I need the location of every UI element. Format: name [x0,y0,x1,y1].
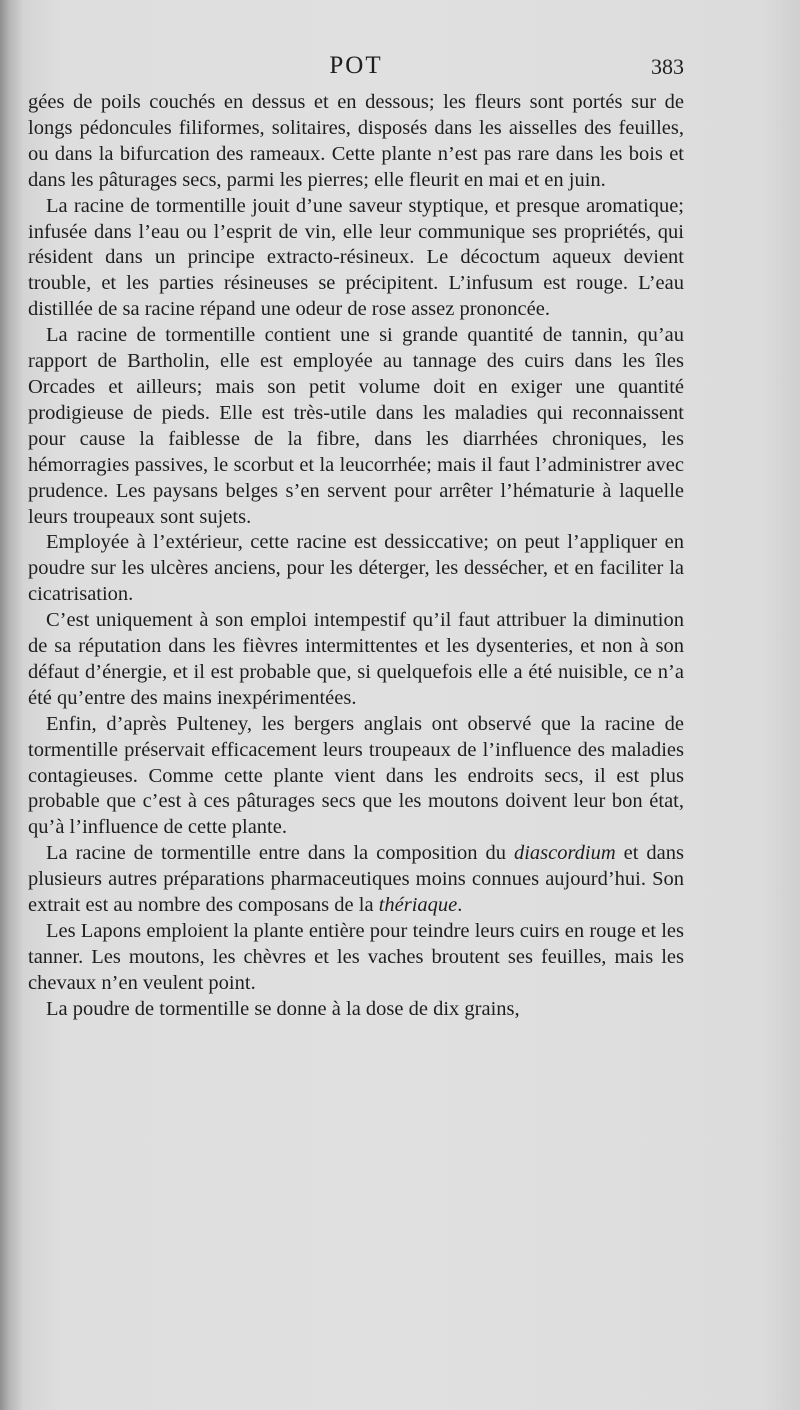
diascordium-term: diascordium [513,842,616,865]
composition-text-start: La racine de tormentille entre dans la composition du [46,842,514,865]
paragraph-reputation: C’est uniquement à son emploi intempestif qu’il faut attribuer la diminution de sa réputation dans les fièvres intermittentes et les dysenteries, et non à son défaut d’énergie, et il est probable que, si quelquefois elle a été nuisible, ce n’a été qu’entre des mains inexpérimentées. [28,609,684,709]
paragraph-continuation: gées de poils couchés en dessus et en dessous; les fleurs sont portés sur de longs pédoncules filiformes, solitaires, disposés dans les aisselles des feuilles, ou dans la bifurcation des rameaux. Cette plante n’est pas rare dans les bois et dans les pâturages secs, parmi les pierres; elle fleurit en mai et en juin. [28,91,684,191]
composition-text-end: . [457,894,463,917]
paragraph-lapons: Les Lapons emploient la plante entière pour teindre leurs cuirs en rouge et les tanner. Les moutons, les chèvres et les vaches broutent ses feuilles, mais les chevaux n’en veulent point. [28,920,684,994]
page-header [28,52,684,86]
page-number: 383 [651,54,684,79]
paragraph-pulteney: Enfin, d’après Pulteney, les bergers anglais ont observé que la racine de tormentille préservait efficacement leurs troupeaux de l’influence des maladies contagieuses. Comme cette plante vient dans les endroits secs, il est plus probable que c’est à ces pâturages secs que les moutons doivent leur bon état, qu’à l’influence de cette plante. [28,712,684,839]
theriaque-term: thériaque [378,894,458,917]
paragraph-exterieur: Employée à l’extérieur, cette racine est dessiccative; on peut l’appliquer en poudre sur les ulcères anciens, pour les déterger, les dessécher, et en faciliter la cicatrisation. [28,531,684,606]
paragraph-composition [28,841,684,919]
running-head: POT [329,52,383,79]
paragraph-dose: La poudre de tormentille se donne à la dose de dix grains, [46,997,520,1020]
body-text [28,90,684,1023]
paragraph-tannin: La racine de tormentille contient une si grande quantité de tannin, qu’au rapport de Bartholin, elle est employée au tannage des cuirs dans les îles Orcades et ailleurs; mais son petit volume doit en exiger une quantité prodigieuse de pieds. Elle est très-utile dans les maladies qui reconnaissent pour cause la faiblesse de la fibre, dans les diarrhées chroniques, les hémorragies passives, le scorbut et la leucorrhée; mais il faut l’administrer avec prudence. Les paysans belges s’en servent pour arrêter l’hématurie à laquelle leurs troupeaux sont sujets. [28,324,684,528]
paragraph-saveur: La racine de tormentille jouit d’une saveur styptique, et presque aromatique; infusée dans l’eau ou l’esprit de vin, elle leur communique ses propriétés, qui résident dans un principe extracto-résineux. Le décoctum aqueux devient trouble, et les parties résineuses se précipitent. L’infusum est rouge. L’eau distillée de sa racine répand une odeur de rose assez prononcée. [28,194,684,321]
composition-text-middle: et dans plusieurs autres préparations pharmaceutiques moins connues aujourd’hui. Son extrait est au nombre des composans de la [28,842,685,917]
